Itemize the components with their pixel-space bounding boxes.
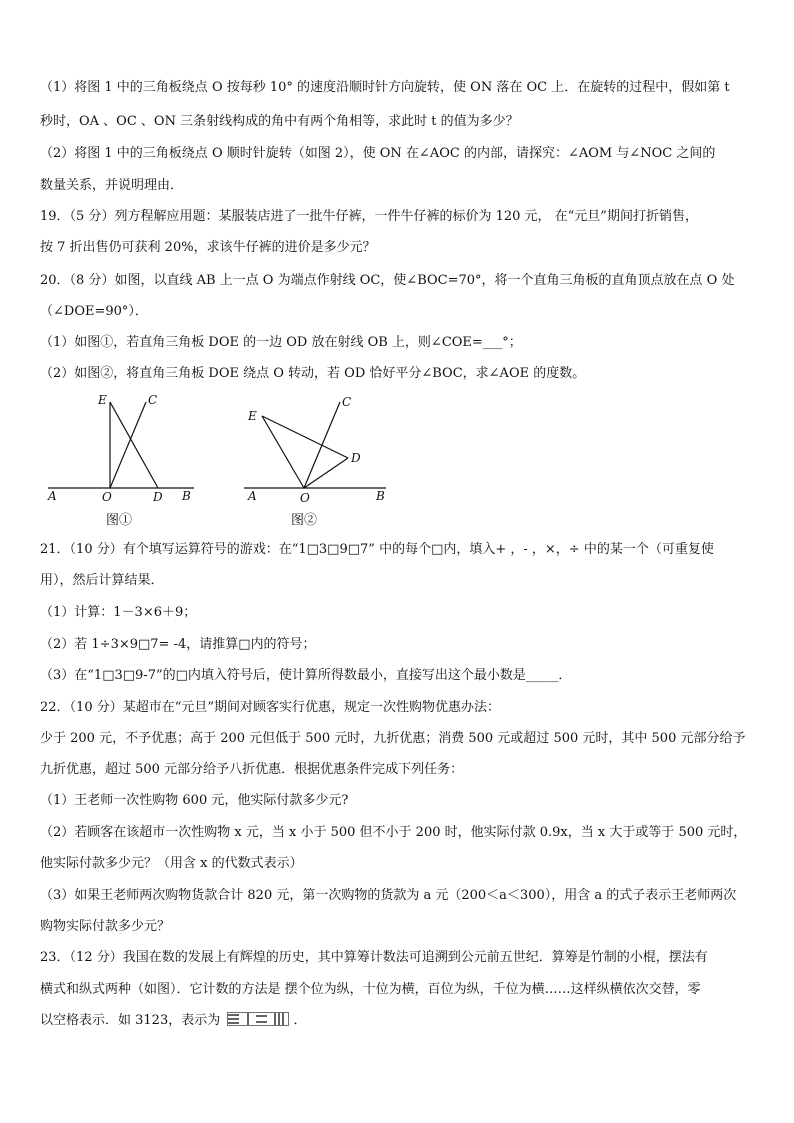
q18-part1-line2: 秒时，OA 、OC 、ON 三条射线构成的角中有两个角相等，求此时 t 的值为多少？ — [40, 114, 519, 129]
label-a: A — [248, 489, 257, 503]
q20-part1: （1）如图①，若直角三角板 DOE 的一边 OD 放在射线 OB 上，则∠COE=___°； — [40, 335, 522, 350]
label-c: C — [148, 393, 158, 407]
figure-2-diagram — [240, 388, 400, 508]
q21-line2: 用），然后计算结果． — [40, 573, 164, 588]
q22-part2-line1: （2）若顾客在该超市一次性购物 x 元，当 x 小于 500 但不小于 200 时，他实际付款 0.9x，当 x 大于或等于 500 元时， — [40, 825, 747, 840]
label-a: A — [48, 489, 57, 503]
q23-line2: 横式和纵式两种（如图）．它计数的方法是 摆个位为纵，十位为横，百位为纵，千位为横……这样纵横依次交替，零 — [40, 982, 701, 997]
q21-line1: 21．（10 分）有个填写运算符号的游戏：在“1□3□9□7” 中的每个□内，填入+ ，- ，×，÷ 中的某一个（可重复使 — [40, 542, 714, 557]
q23-line3 — [40, 1011, 760, 1031]
q18-part2-line1: （2）将图 1 中的三角板绕点 O 顺时针旋转（如图 2），使 ON 在∠AOC 的内部，请探究：∠AOM 与∠NOC 之间的 — [40, 146, 716, 161]
label-e: E — [98, 393, 107, 407]
q22-part3-line2: 购物实际付款多少元？ — [40, 919, 171, 934]
q20-part2: （2）如图②，将直角三角板 DOE 绕点 O 转动，若 OD 恰好平分∠BOC，求∠AOE 的度数。 — [40, 366, 586, 381]
label-e: E — [248, 409, 257, 423]
q21-part2: （2）若 1÷3×9□7= -4，请推算□内的符号； — [40, 637, 316, 652]
figure-1-caption: 图① — [106, 513, 133, 528]
q23-line3-end: ． — [293, 1013, 307, 1028]
q22-line3: 九折优惠，超过 500 元部分给予八折优惠．根据优惠条件完成下列任务： — [40, 762, 464, 777]
q21-part3: （3）在“1□3□9-7”的□内填入符号后，使计算所得数最小，直接写出这个最小数是_____． — [40, 668, 572, 683]
label-c: C — [342, 395, 352, 409]
q19-line2: 按 7 折出售仍可获利 20%，求该牛仔裤的进价是多少元？ — [40, 240, 376, 255]
q20-line1: 20．（8 分）如图，以直线 AB 上一点 O 为端点作射线 OC，使∠BOC=70°，将一个直角三角板的直角顶点放在点 O 处 — [40, 273, 735, 288]
q21-part1: （1）计算：1－3×6＋9； — [40, 605, 197, 620]
q22-line1: 22．（10 分）某超市在“元旦”期间对顾客实行优惠，规定一次性购物优惠办法： — [40, 700, 501, 715]
q23-line3-text: 以空格表示．如 3123，表示为 — [40, 1013, 221, 1028]
q18-part2-line2: 数量关系，并说明理由． — [40, 178, 184, 193]
q22-part3-line1: （3）如果王老师两次购物货款合计 820 元，第一次购物的货款为 a 元（200＜a＜300），用含 a 的式子表示王老师两次 — [40, 888, 737, 903]
segment-ed — [110, 402, 158, 488]
rod-digit-3-horizontal — [228, 1015, 239, 1023]
q20-line2: （∠DOE=90°）． — [40, 304, 148, 319]
figure-2-caption: 图② — [291, 513, 318, 528]
q22-part2-line2: 他实际付款多少元？（用含 x 的代数式表示） — [40, 856, 303, 871]
label-b: B — [182, 489, 191, 503]
label-o: O — [102, 490, 112, 504]
rod-digit-2-horizontal — [256, 1016, 267, 1022]
label-o: O — [300, 491, 310, 505]
label-d: D — [153, 490, 163, 504]
q23-line1: 23．（12 分）我国在数的发展上有辉煌的历史，其中算筹计数法可追溯到公元前五世纪．算筹是竹制的小棍，摆法有 — [40, 950, 708, 965]
label-d: D — [351, 451, 361, 465]
rod-digit-3-vertical — [275, 1013, 283, 1025]
figure-1-diagram — [44, 388, 204, 508]
q22-line2: 少于 200 元，不予优惠；高于 200 元但低于 500 元时，九折优惠；消费 500 元或超过 500 元时，其中 500 元部分给予 — [40, 731, 746, 746]
q22-part1: （1）王老师一次性购物 600 元，他实际付款多少元? — [40, 793, 349, 808]
rod-numeral-3123 — [227, 1012, 289, 1026]
ray-oc — [110, 402, 146, 488]
label-b: B — [376, 489, 385, 503]
q18-part1-line1: （1）将图 1 中的三角板绕点 O 按每秒 10° 的速度沿顺时针方向旋转，使 ON 落在 OC 上．在旋转的过程中，假如第 t — [40, 80, 730, 95]
q19-line1: 19．（5 分）列方程解应用题：某服装店进了一批牛仔裤，一件牛仔裤的标价为 120 元， 在“元旦”期间打折销售， — [40, 209, 698, 224]
